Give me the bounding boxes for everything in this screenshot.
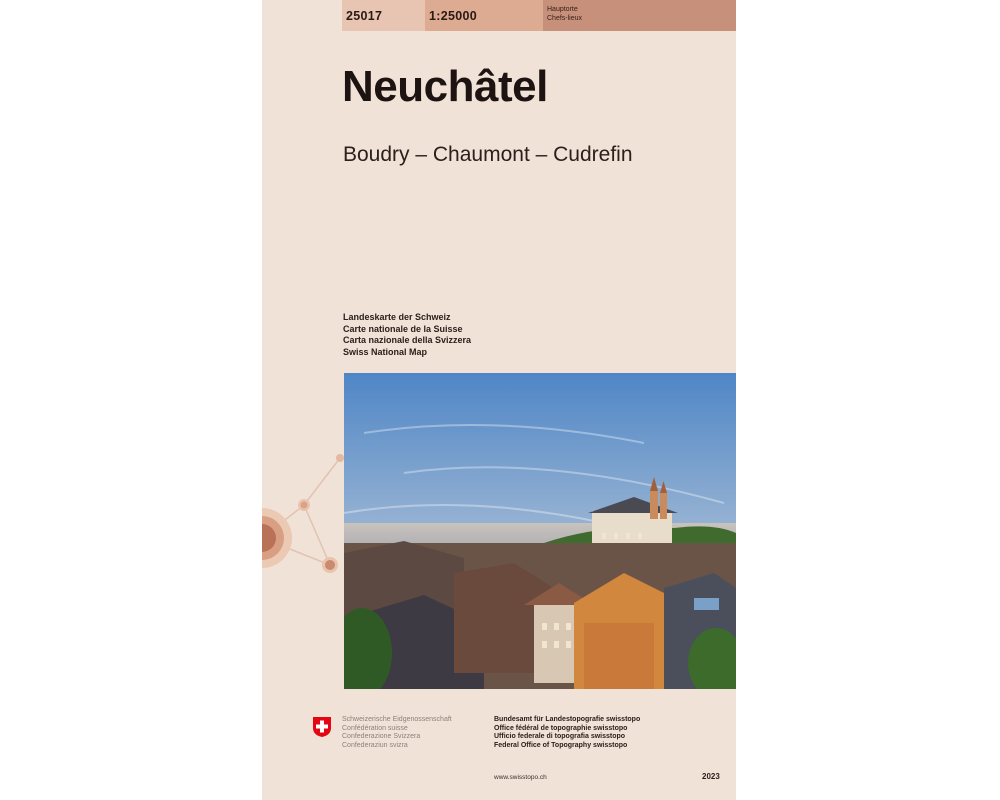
series-name-it: Carta nazionale della Svizzera (343, 335, 472, 345)
confederation-rm: Confederaziun svizra (342, 741, 408, 749)
edition-year: 2023 (702, 772, 720, 781)
cover-photo-neuchatel (344, 373, 736, 689)
sheet-number: 25017 (346, 9, 383, 23)
map-title: Neuchâtel (342, 62, 548, 111)
confederation-de: Schweizerische Eidgenossenschaft (342, 716, 452, 723)
agency-names (494, 716, 640, 750)
agency-it: Ufficio federale di topografia swisstopo (494, 733, 626, 740)
place-label-cell (543, 0, 736, 31)
map-cover (262, 0, 736, 800)
confederation-names (342, 716, 452, 750)
place-label-line1: Hauptorte (547, 6, 578, 13)
place-label-line2: Chefs-lieux (547, 15, 583, 22)
agency-en: Federal Office of Topography swisstopo (494, 741, 628, 749)
scale-cell (425, 0, 543, 31)
agency-fr: Office fédéral de topographie swisstopo (494, 724, 628, 732)
decorative-network-graphic (262, 440, 352, 600)
website-link: www.swisstopo.ch (494, 774, 547, 781)
series-names (343, 312, 471, 358)
confederation-it: Confederazione Svizzera (342, 733, 421, 740)
map-subtitle: Boudry – Chaumont – Cudrefin (343, 143, 633, 166)
confederation-fr: Confédération suisse (342, 724, 408, 732)
swiss-cross-icon (312, 716, 332, 738)
agency-de: Bundesamt für Landestopografie swisstopo (494, 716, 641, 723)
cover-header-bar (342, 0, 736, 31)
series-name-fr: Carte nationale de la Suisse (343, 323, 463, 334)
series-name-en: Swiss National Map (343, 346, 428, 357)
sheet-number-cell (342, 0, 425, 31)
series-name-de: Landeskarte der Schweiz (343, 312, 451, 322)
map-scale: 1:25000 (429, 9, 477, 23)
